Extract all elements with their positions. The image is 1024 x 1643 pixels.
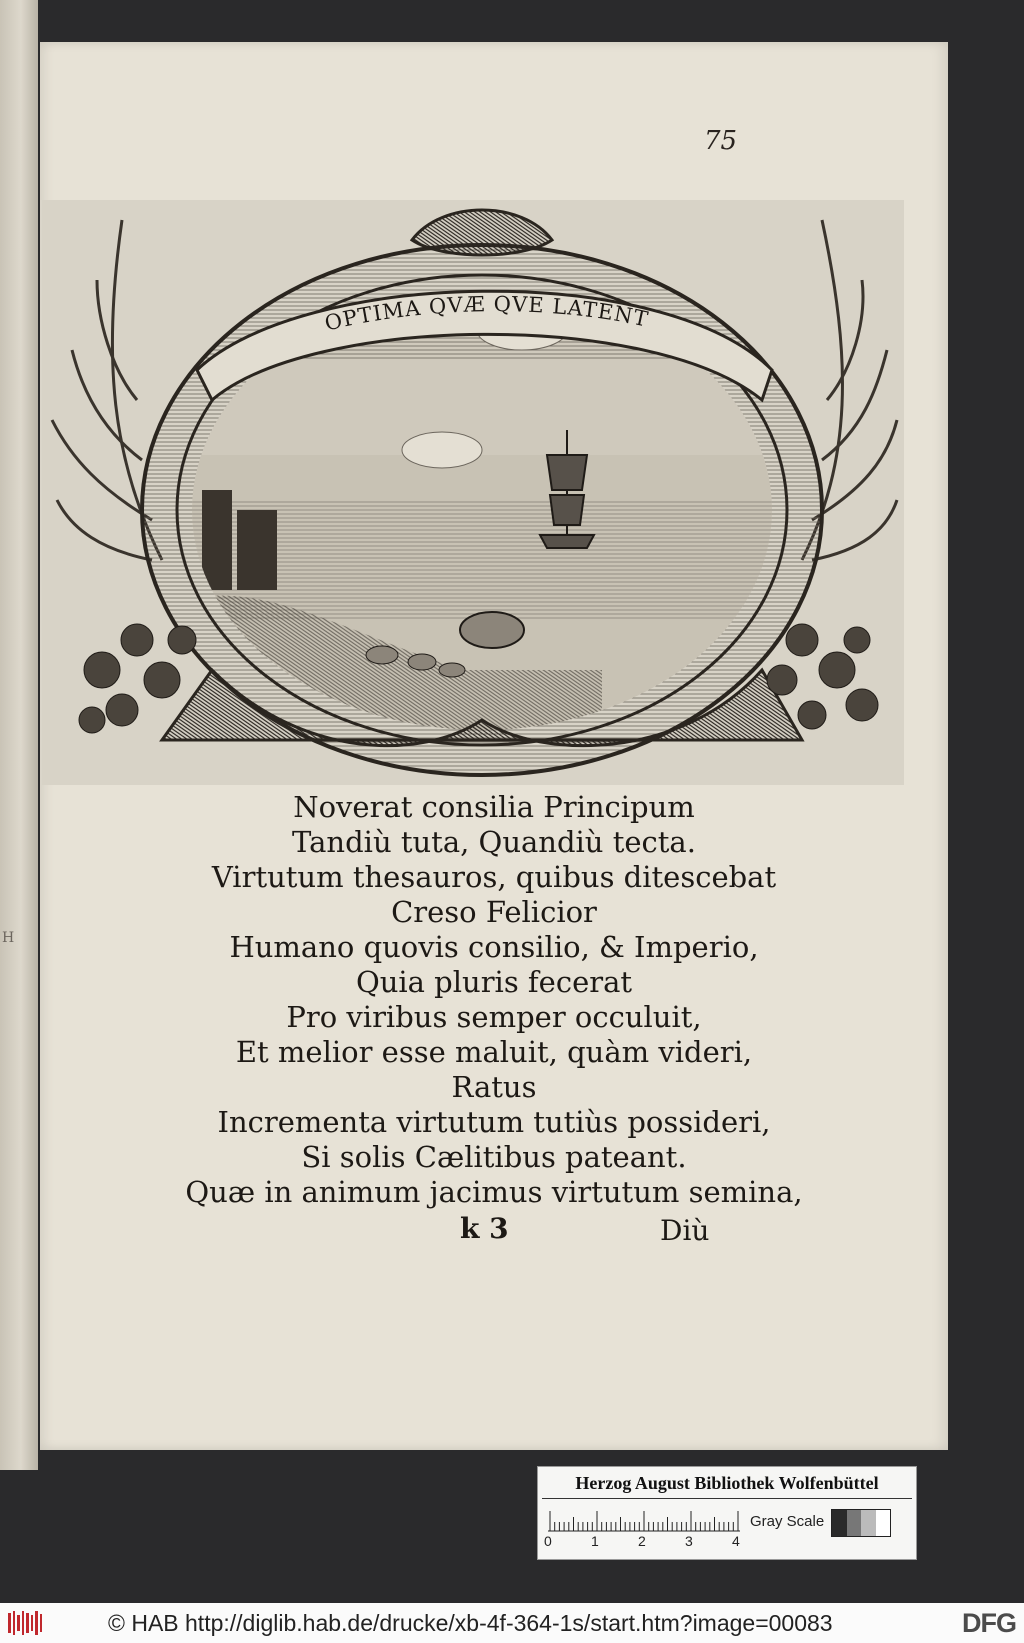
- poem-line: Humano quovis consilio, & Imperio,: [229, 930, 759, 964]
- ruler-number: 3: [685, 1533, 693, 1549]
- gray-scale-label: Gray Scale: [750, 1513, 825, 1530]
- gray-scale-swatch: [831, 1509, 891, 1537]
- poem-line: Si solis Cælitibus pateant.: [301, 1140, 687, 1174]
- emblem-illustration: [42, 200, 904, 785]
- poem-line: Quæ in animum jacimus virtutum semina,: [185, 1175, 803, 1209]
- poem-line: Et melior esse maluit, quàm videri,: [235, 1035, 753, 1069]
- left-facing-page-edge: [0, 0, 38, 1470]
- signature-mark: k 3: [460, 1212, 509, 1245]
- emblem-engraving: [42, 200, 904, 785]
- library-label-title: Herzog August Bibliothek Wolfenbüttel: [575, 1473, 879, 1493]
- poem-line: Tandiù tuta, Quandiù tecta.: [292, 825, 696, 859]
- ruler-number: 4: [732, 1533, 740, 1549]
- poem-line: Creso Felicior: [391, 895, 597, 929]
- poem-line: Ratus: [451, 1070, 537, 1104]
- label-divider: [542, 1498, 912, 1499]
- poem-line: Pro viribus semper occuluit,: [286, 1000, 702, 1034]
- poem-line: Incrementa virtutum tutiùs possideri,: [217, 1105, 771, 1139]
- oyster-shell-icon: [460, 612, 524, 648]
- poem-line: Quia pluris fecerat: [355, 965, 633, 999]
- ruler-number: 2: [638, 1533, 646, 1549]
- measurement-ruler-icon: [548, 1509, 748, 1533]
- emblem-motto: OPTIMA QVÆ QVE LATENT: [322, 292, 651, 336]
- library-label: [537, 1466, 917, 1560]
- poem-line: Noverat consilia Principum: [293, 790, 695, 824]
- left-page-fragment: H: [2, 930, 15, 946]
- poem-line: Virtutum thesauros, quibus ditescebat: [211, 860, 777, 894]
- catchword: Diù: [660, 1214, 710, 1247]
- copyright-url-link[interactable]: © HAB http://diglib.hab.de/drucke/xb-4f-364-1s/start.htm?image=00083: [108, 1610, 833, 1636]
- dfg-logo: DFG: [962, 1608, 1016, 1638]
- page-number: 75: [704, 126, 738, 156]
- hab-barcode-logo-icon: [6, 1609, 46, 1637]
- footer-bar: [0, 1603, 1024, 1643]
- ruler-number: 1: [591, 1533, 599, 1549]
- ruler-number: 0: [544, 1533, 552, 1549]
